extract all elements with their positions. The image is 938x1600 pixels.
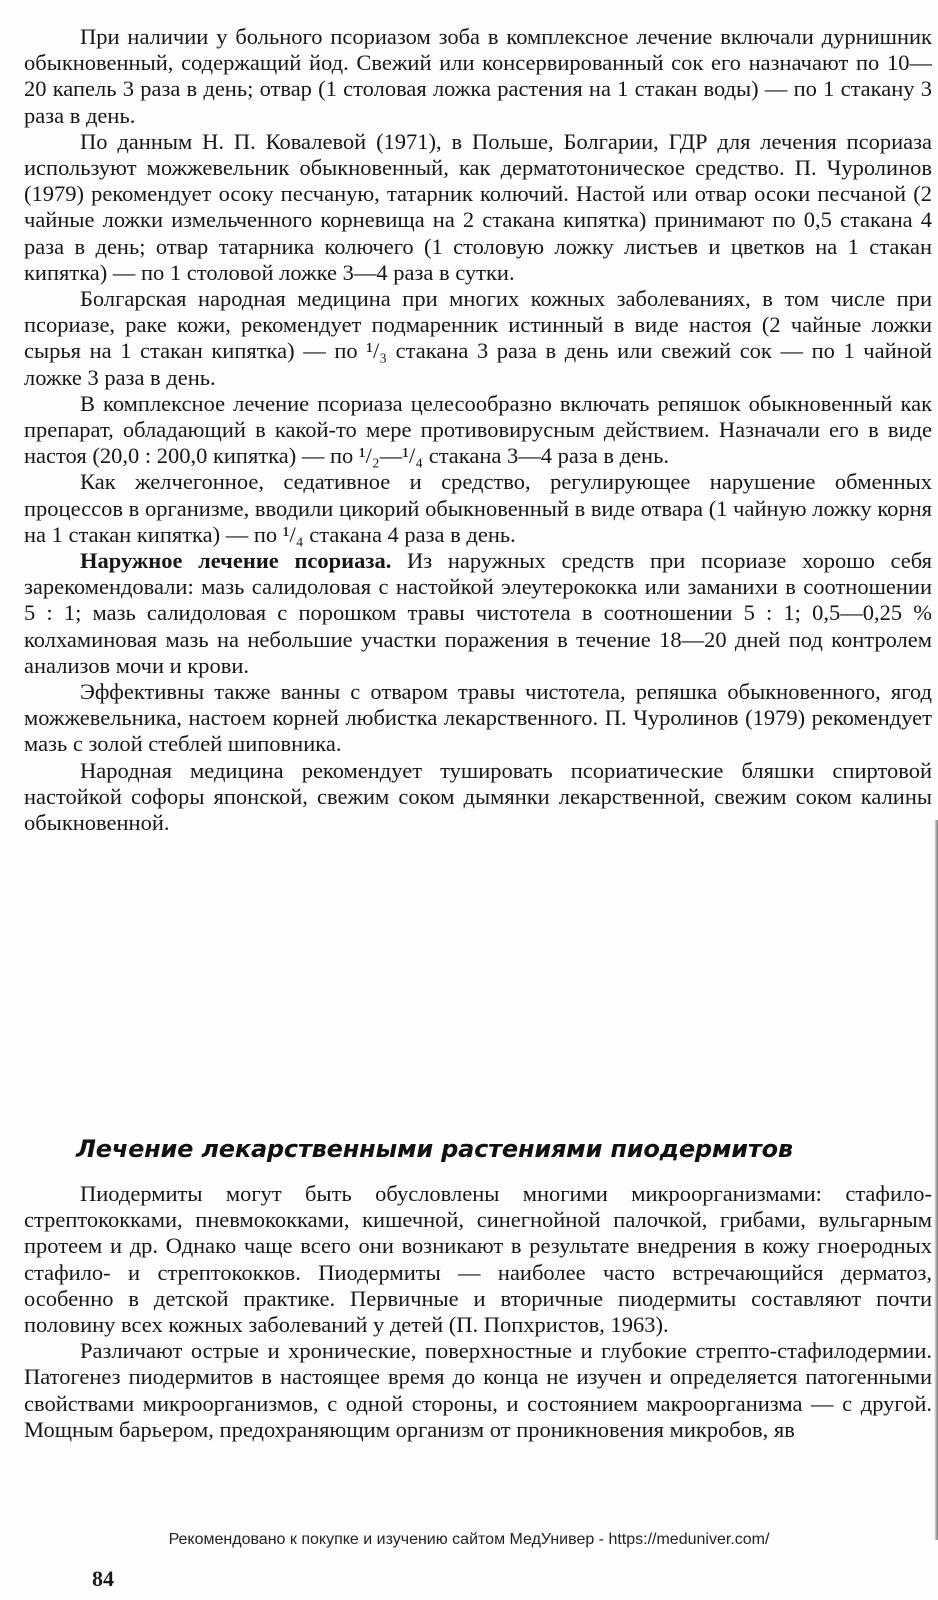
paragraph-chicory: Как желчегонное, седативное и средство, регулирующее нарушение обменных процессов в организме, вводили цикорий обыкновенный в виде отвара (1 чайную ложку корня на 1 стакан кипятка) — по ¹/₄ стакана 4 раза в день.: [24, 469, 932, 547]
paragraph-baths: Эффективны также ванны с отваром травы чистотела, репяшка обыкновенного, ягод можжевельника, настоем корней любистка лекарственного. П. Чуролинов (1979) рекомендует мазь с золой стеблей шиповника.: [24, 679, 932, 757]
run-in-heading: Наружное лечение псориаза.: [80, 548, 392, 574]
paragraph-cocklebur: При наличии у больного псориазом зоба в комплексное лечение включали дурнишник обыкновенный, содержащий йод. Свежий или консервированный сок его назначают по 10—20 капель 3 раза в день; отвар (1 столовая ложка растения на 1 стакан воды) — по 1 стакану 3 раза в день.: [24, 24, 932, 128]
paragraph-pyoderma-types: Различают острые и хронические, поверхностные и глубокие стрепто-стафилодермии. Патогенез пиодермитов в настоящее время до конца не изучен и определяется патогенными свойствами микроорганизмов, с одной стороны, и состоянием макроорганизма — с другой. Мощным барьером, предохраняющим организм от проникновения микробов, яв: [24, 1338, 932, 1442]
paragraph-external-treatment-text: Из наружных средств при псориазе хорошо себя зарекомендовали: мазь салидоловая с настойкой элеутерококка или заманихи в соотношении 5 : 1; мазь салидоловая с порошком травы чистотела в соотношении 5 : 1; 0,5—0,25 % колхаминовая мазь на небольшие участки поражения в течение 18—20 дней под контролем анализов мочи и крови.: [24, 548, 933, 678]
paragraph-folk-medicine: Народная медицина рекомендует тушировать псориатические бляшки спиртовой настойкой софоры японской, свежим соком дымянки лекарственной, свежим соком калины обыкновенной.: [24, 757, 932, 836]
body-text-block-2: [24, 1181, 932, 1443]
page-number: 84: [92, 1566, 114, 1591]
paragraph-juniper: По данным Н. П. Ковалевой (1971), в Польше, Болгарии, ГДР для лечения псориаза используют можжевельник обыкновенный, как дерматотоническое средство. П. Чуролинов (1979) рекомендует осоку песчаную, татарник колючий. Настой или отвар осоки песчаной (2 чайные ложки измельченного корневища на 2 стакана кипятка) принимают по 0,5 стакана 4 раза в день; отвар татарника колючего (1 столовую ложку листьев и цветков на 1 стакан кипятка) — по 1 столовой ложке 3—4 раза в сутки.: [24, 128, 932, 285]
paragraph-agrimony: В комплексное лечение псориаза целесообразно включать репяшок обыкновенный как препарат, обладающий в какой-то мере противовирусным действием. Назначали его в виде настоя (20,0 : 200,0 кипятка) — по ¹/₂—¹/₄ стакана 3—4 раза в день.: [24, 390, 932, 469]
section-title: Лечение лекарственными растениями пиодермитов: [76, 1135, 793, 1163]
watermark-note: Рекомендовано к покупке и изучению сайтом МедУнивер - https://meduniver.com/: [168, 1531, 770, 1548]
page-edge-shadow: [934, 820, 938, 1540]
paragraph-external-treatment: [24, 548, 932, 679]
paragraph-bedstraw: Болгарская народная медицина при многих кожных заболеваниях, в том числе при псориазе, раке кожи, рекомендует подмаренник истинный в виде настоя (2 чайные ложки сырья на 1 стакан кипятка) — по ¹/₃ стакана 3 раза в день или свежий сок — по 1 чайной ложке 3 раза в день.: [24, 286, 932, 390]
paragraph-pyoderma-causes: Пиодермиты могут быть обусловлены многими микроорганизмами: стафило-стрептококками, пневмококками, кишечной, синегнойной палочкой, грибами, вульгарным протеем и др. Однако чаще всего они возникают в результате внедрения в кожу гноеродных стафило- и стрептококков. Пиодермиты — наиболее часто встречающийся дерматоз, особенно в детской практике. Первичные и вторичные пиодермиты составляют почти половину всех кожных заболеваний у детей (П. Попхристов, 1963).: [24, 1181, 932, 1338]
body-text-block: [24, 24, 932, 836]
